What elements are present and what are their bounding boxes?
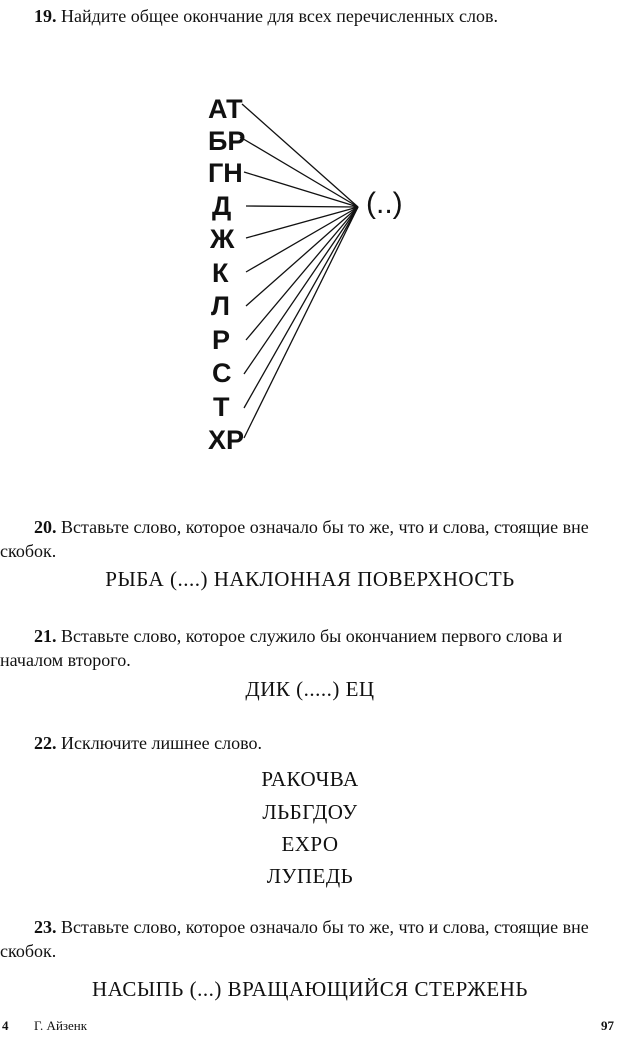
q21-expression: ДИК (.....) ЕЦ bbox=[245, 677, 375, 701]
q22-word-3: ЕХРО bbox=[281, 832, 339, 856]
question-22 bbox=[0, 731, 620, 755]
question-number: 19. bbox=[34, 6, 57, 26]
signature-number: 4 bbox=[2, 1018, 9, 1033]
connector-line-6 bbox=[246, 207, 358, 272]
connector-line-9 bbox=[244, 207, 358, 374]
word-stem-5: Ж bbox=[210, 224, 235, 254]
q23-expression: НАСЫПЬ (...) ВРАЩАЮЩИЙСЯ СТЕРЖЕНЬ bbox=[92, 977, 528, 1001]
connector-line-4 bbox=[246, 206, 358, 207]
q20-expression: РЫБА (....) НАКЛОННАЯ ПОВЕРХНОСТЬ bbox=[105, 567, 515, 591]
word-stem-9: С bbox=[212, 358, 232, 388]
question-23 bbox=[0, 915, 620, 963]
connector-line-10 bbox=[244, 207, 358, 408]
question-number: 22. bbox=[34, 733, 57, 753]
word-stem-8: Р bbox=[212, 325, 231, 355]
connector-lines-diagram bbox=[0, 0, 620, 470]
question-text: Исключите лишнее слово. bbox=[61, 733, 262, 753]
word-stem-1: АТ bbox=[208, 94, 243, 124]
page-number: 97 bbox=[601, 1018, 614, 1033]
question-text: Найдите общее окончание для всех перечисленных слов. bbox=[61, 6, 498, 26]
q22-word-4: ЛУПЕДЬ bbox=[266, 864, 354, 888]
question-text: Вставьте слово, которое означало бы то же, что и слова, стоящие вне скобок. bbox=[0, 517, 589, 561]
footer-author: Г. Айзенк bbox=[34, 1018, 88, 1033]
q22-word-2: ЛЬБГДОУ bbox=[262, 800, 358, 824]
q22-word-1: РАКОЧВА bbox=[261, 767, 359, 791]
question-20 bbox=[0, 515, 620, 563]
word-stem-3: ГН bbox=[208, 158, 243, 188]
question-text: Вставьте слово, которое служило бы окончанием первого слова и началом второго. bbox=[0, 626, 563, 670]
word-stem-2: БР bbox=[208, 126, 246, 156]
question-number: 20. bbox=[34, 517, 57, 537]
question-21 bbox=[0, 624, 620, 672]
word-stem-4: Д bbox=[212, 191, 232, 221]
word-stem-10: Т bbox=[213, 392, 230, 422]
question-text: Вставьте слово, которое означало бы то же, что и слова, стоящие вне скобок. bbox=[0, 917, 589, 961]
connector-line-1 bbox=[242, 104, 358, 207]
connector-line-3 bbox=[244, 172, 358, 207]
connector-line-2 bbox=[240, 137, 358, 207]
question-number: 21. bbox=[34, 626, 57, 646]
word-stem-7: Л bbox=[211, 291, 230, 321]
question-number: 23. bbox=[34, 917, 57, 937]
ending-placeholder: (..) bbox=[366, 187, 403, 220]
word-stem-11: ХР bbox=[208, 425, 245, 455]
word-stem-6: К bbox=[212, 258, 229, 288]
